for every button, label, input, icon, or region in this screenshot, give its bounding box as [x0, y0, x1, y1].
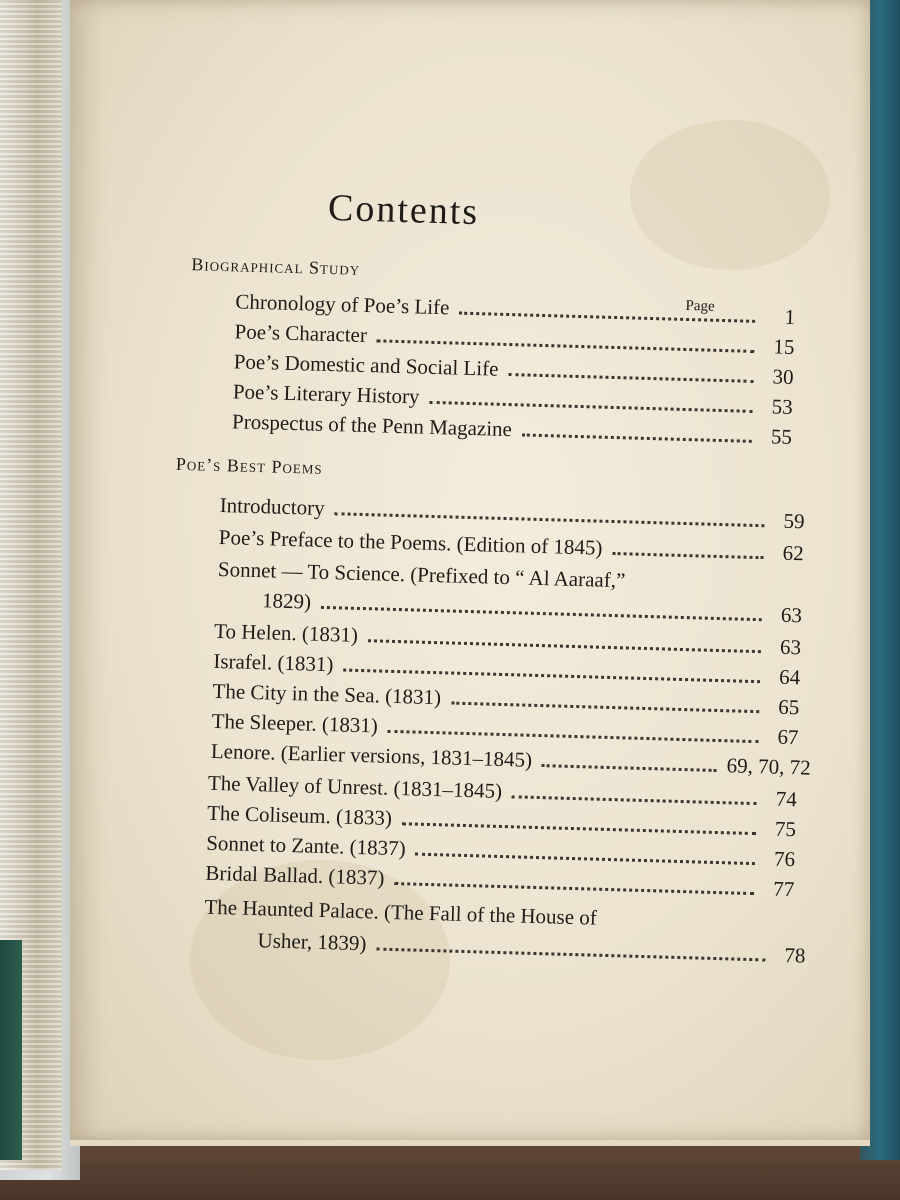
dot-leader: [416, 853, 755, 865]
entry-title: Israfel. (1831): [213, 648, 334, 677]
dot-leader: [512, 795, 757, 805]
entry-title: Poe’s Preface to the Poems. (Edition of 1845): [218, 525, 603, 560]
entry-title: Poe’s Literary History: [232, 379, 420, 409]
page-title: Contents: [327, 186, 480, 234]
entry-title: The Sleeper. (1831): [211, 708, 379, 738]
dot-leader: [377, 339, 755, 353]
entry-page-number: 65: [778, 694, 800, 720]
entry-title: The Valley of Unrest. (1831–1845): [207, 770, 503, 804]
page-column-label: Page: [685, 297, 715, 315]
dot-leader: [451, 702, 759, 714]
entry-page-number: 55: [770, 424, 793, 449]
entry-title-continuation: 1829): [261, 588, 312, 614]
dot-leader: [542, 764, 717, 772]
entry-page-number: 62: [782, 540, 804, 566]
entry-page-number: 15: [773, 334, 795, 359]
section-heading-biographical-study: Biographical Study: [191, 254, 361, 279]
entry-page-number: 77: [772, 876, 795, 902]
dot-leader: [343, 669, 760, 684]
entry-page-number: 30: [772, 364, 794, 389]
dot-leader: [368, 639, 761, 653]
entry-title: Lenore. (Earlier versions, 1831–1845): [210, 738, 533, 772]
entry-title: Chronology of Poe’s Life: [235, 289, 450, 320]
entry-title: The City in the Sea. (1831): [212, 678, 442, 710]
entry-page-number: 63: [780, 602, 803, 628]
dot-leader: [394, 882, 754, 895]
dot-leader: [388, 730, 759, 743]
entry-page-number: 1: [784, 304, 796, 330]
dot-leader: [459, 312, 755, 323]
entry-title: Sonnet — To Science. (Prefixed to “ Al Aaraaf,”: [217, 556, 626, 593]
entry-title: The Haunted Palace. (The Fall of the House of: [204, 894, 598, 930]
entry-title: Introductory: [219, 493, 326, 520]
entry-title: Sonnet to Zante. (1837): [205, 830, 407, 861]
entry-page-number: 69, 70, 72: [726, 753, 811, 780]
toc-entry[interactable]: [257, 928, 805, 968]
entry-page-number: 53: [771, 394, 794, 419]
dot-leader: [376, 948, 765, 962]
entry-page-number: 76: [773, 846, 796, 872]
dot-leader: [508, 373, 753, 383]
dot-leader: [612, 552, 763, 559]
spine-cloth-edge: [0, 940, 22, 1160]
entry-title-continuation: Usher, 1839): [257, 928, 367, 956]
dot-leader: [335, 512, 765, 527]
section-heading-best-poems: Poe’s Best Poems: [175, 453, 323, 478]
entry-title: Poe’s Character: [234, 319, 368, 348]
entry-title: Bridal Ballad. (1837): [205, 860, 385, 890]
entry-page-number: 63: [779, 634, 802, 660]
dot-leader: [402, 822, 756, 835]
entry-page-number: 59: [783, 508, 805, 534]
dot-leader: [429, 401, 752, 413]
book-page: [70, 0, 870, 1146]
entry-title: To Helen. (1831): [213, 618, 359, 647]
entry-title: The Coliseum. (1833): [206, 800, 393, 830]
entry-title: Prospectus of the Penn Magazine: [231, 409, 513, 442]
entry-page-number: 67: [777, 724, 799, 750]
entry-title: Poe’s Domestic and Social Life: [233, 349, 499, 381]
entry-page-number: 75: [774, 816, 797, 842]
entry-page-number: 74: [775, 786, 798, 812]
entry-page-number: 64: [778, 664, 801, 690]
dot-leader: [321, 606, 762, 621]
dot-leader: [522, 433, 752, 442]
contents-page: [52, 0, 884, 1151]
entry-page-number: 78: [784, 942, 806, 968]
